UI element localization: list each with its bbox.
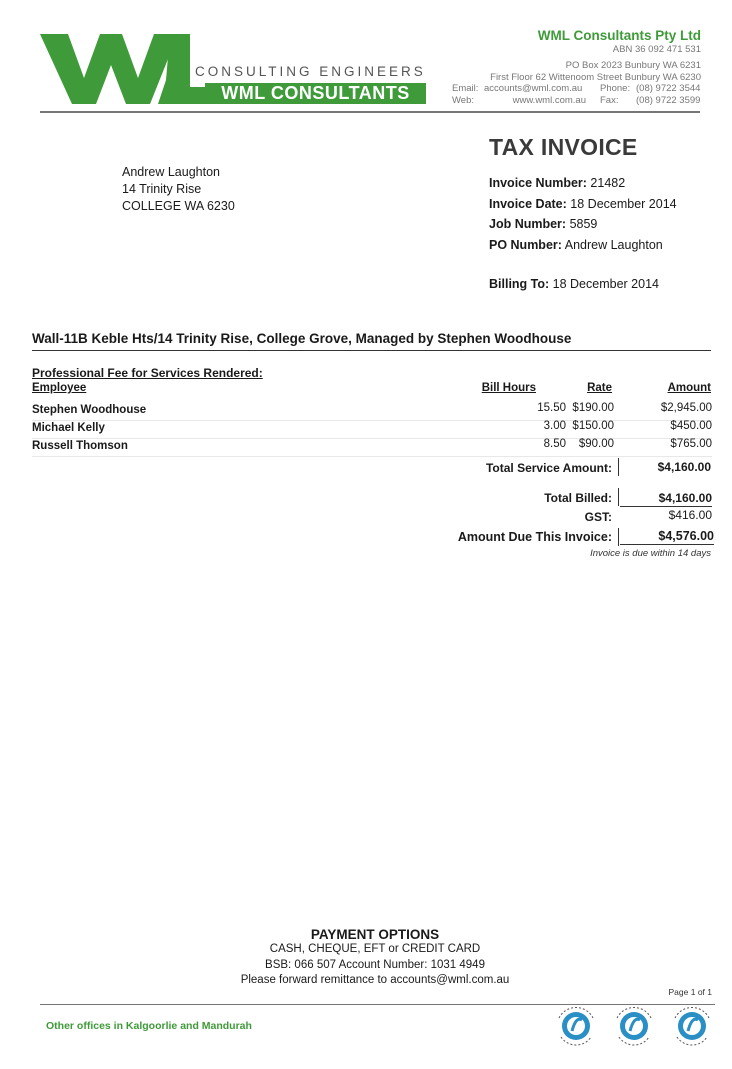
web-label: Web: — [452, 94, 475, 106]
invoice-date-label: Invoice Date: — [489, 196, 567, 211]
total-service-divider — [618, 458, 619, 476]
address-line-2: First Floor 62 Wittenoom Street Bunbury WA 6230 — [490, 71, 701, 83]
project-title: Wall-11B Keble Hts/14 Trinity Rise, College Grove, Managed by Stephen Woodhouse — [32, 331, 572, 346]
brand-name-banner: WML CONSULTANTS — [205, 83, 426, 104]
bank-details: BSB: 066 507 Account Number: 1031 4949 — [265, 958, 485, 971]
column-header-rate: Rate — [587, 382, 612, 394]
company-block — [538, 28, 701, 55]
email-link[interactable]: accounts@wml.com.au — [484, 83, 583, 94]
page-number: Page 1 of 1 — [668, 987, 712, 997]
bill-hours: 8.50 — [543, 438, 566, 450]
recipient-name: Andrew Laughton — [122, 165, 220, 179]
other-offices: Other offices in Kalgoorlie and Mandurah — [46, 1020, 252, 1032]
fax-number: (08) 9722 3599 — [636, 94, 701, 106]
rate: $190.00 — [572, 402, 614, 414]
phone-number: (08) 9722 3544 — [636, 83, 701, 94]
wml-logo-mark — [40, 32, 210, 107]
amount: $450.00 — [670, 420, 712, 432]
project-divider — [32, 350, 711, 351]
column-header-hours: Bill Hours — [481, 382, 536, 394]
company-name: WML Consultants Pty Ltd — [537, 28, 701, 43]
table-row — [32, 438, 712, 457]
payment-title: PAYMENT OPTIONS — [310, 927, 440, 942]
iso9001-certified-badge-icon — [611, 1004, 657, 1048]
header-divider — [40, 111, 700, 113]
due-note: Invoice is due within 14 days — [590, 548, 711, 559]
recipient-street: 14 Trinity Rise — [122, 182, 202, 196]
invoice-details — [489, 173, 677, 255]
employee-name: Michael Kelly — [32, 422, 105, 434]
bill-hours: 15.50 — [537, 402, 566, 414]
document-title: TAX INVOICE — [489, 134, 638, 160]
recipient-address — [122, 164, 235, 215]
remittance-note: Please forward remittance to accounts@wml.com.au — [240, 974, 510, 986]
total-service-amount: $4,160.00 — [657, 460, 711, 474]
gst-label: GST: — [584, 510, 612, 524]
company-address — [490, 60, 701, 83]
column-header-amount: Amount — [667, 382, 711, 394]
phone-label: Phone: — [600, 83, 631, 94]
employee-name: Russell Thomson — [32, 440, 128, 452]
rate: $90.00 — [578, 438, 614, 450]
payment-methods: CASH, CHEQUE, EFT or CREDIT CARD — [269, 943, 481, 955]
address-line-1: PO Box 2023 Bunbury WA 6231 — [565, 60, 701, 71]
table-row — [32, 402, 712, 421]
invoice-date: 18 December 2014 — [570, 196, 677, 211]
total-billed-amount: $4,160.00 — [658, 491, 712, 505]
tagline: CONSULTING ENGINEERS — [195, 64, 426, 79]
amount: $765.00 — [670, 438, 712, 450]
abn: ABN 36 092 471 531 — [612, 44, 701, 55]
billing-to — [489, 277, 659, 291]
contact-details — [452, 83, 700, 106]
fax-label: Fax: — [600, 94, 619, 106]
invoice-number: 21482 — [590, 176, 626, 190]
total-billed-divider — [618, 488, 619, 506]
total-service-label: Total Service Amount: — [485, 461, 612, 475]
certification-badges — [553, 1004, 715, 1048]
invoice-number-label: Invoice Number: — [489, 176, 587, 190]
job-number: 5859 — [569, 217, 598, 231]
bill-hours: 3.00 — [543, 420, 566, 432]
recipient-city: COLLEGE WA 6230 — [122, 199, 235, 213]
total-billed-underline — [620, 506, 712, 507]
amount-due-divider — [618, 528, 619, 546]
po-number-label: PO Number: — [489, 237, 562, 252]
services-heading: Professional Fee for Services Rendered: — [32, 366, 263, 380]
gst-amount: $416.00 — [668, 508, 712, 522]
web-link[interactable]: www.wml.com.au — [512, 94, 586, 106]
total-billed-label: Total Billed: — [544, 491, 612, 505]
as4801-certified-badge-icon — [553, 1004, 599, 1048]
employee-name: Stephen Woodhouse — [32, 404, 147, 416]
payment-options — [200, 927, 550, 989]
amount-due-underline — [620, 544, 714, 545]
job-number-label: Job Number: — [489, 217, 567, 231]
column-header-employee: Employee — [32, 382, 87, 394]
rate: $150.00 — [572, 420, 614, 432]
email-label: Email: — [452, 83, 479, 94]
amount: $2,945.00 — [660, 402, 712, 414]
iso14001-certified-badge-icon — [669, 1004, 715, 1048]
table-row — [32, 420, 712, 439]
amount-due-label: Amount Due This Invoice: — [457, 530, 612, 544]
po-number: Andrew Laughton — [564, 237, 663, 252]
amount-due-value: $4,576.00 — [658, 529, 714, 543]
billing-to-date: 18 December 2014 — [552, 277, 659, 291]
billing-to-label: Billing To: — [489, 277, 550, 291]
